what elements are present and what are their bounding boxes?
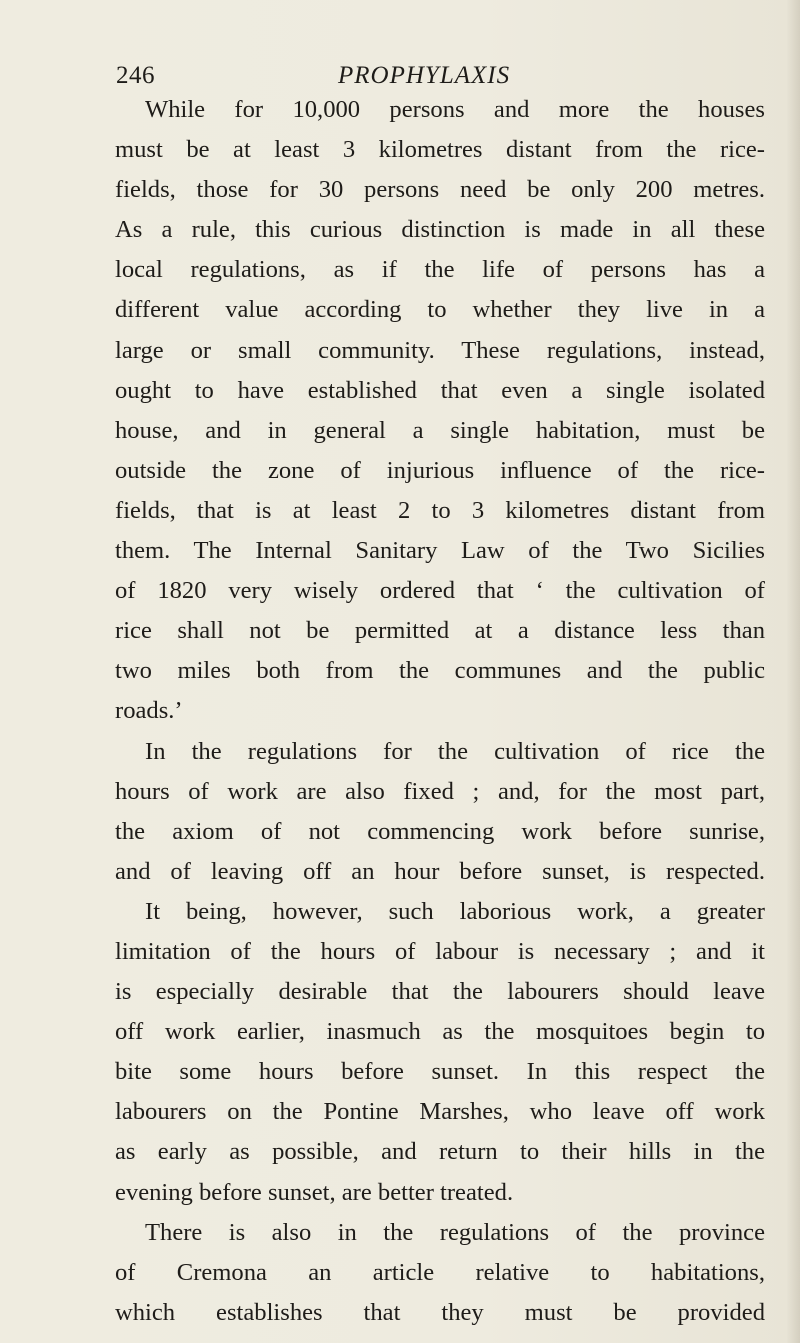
text-line: In the regulations for the cultivation of rice the <box>145 737 765 765</box>
text-line: fields, those for 30 persons need be only 200 metres. <box>115 176 765 204</box>
text-line: While for 10,000 persons and more the houses <box>145 96 765 123</box>
text-line: bite some hours before sunset. In this respect the <box>115 1058 765 1086</box>
text-line: two miles both from the communes and the public <box>115 657 765 685</box>
text-line: hours of work are also fixed ; and, for the most part, <box>115 777 765 805</box>
text-line: rice shall not be permitted at a distance less than <box>115 617 765 645</box>
running-head: PROPHYLAXIS <box>338 62 511 89</box>
text-line: house, and in general a single habitation, must be <box>115 416 765 444</box>
text-line: As a rule, this curious distinction is made in all these <box>115 216 765 244</box>
text-line: local regulations, as if the life of persons has a <box>115 256 765 284</box>
text-line: as early as possible, and return to their hills in the <box>115 1138 765 1166</box>
text-line: labourers on the Pontine Marshes, who leave off work <box>115 1098 765 1126</box>
text-line: off work earlier, inasmuch as the mosquitoes begin to <box>115 1018 765 1046</box>
text-line: the axiom of not commencing work before sunrise, <box>115 817 765 845</box>
text-line: them. The Internal Sanitary Law of the Two Sicilies <box>115 537 765 565</box>
text-line: evening before sunset, are better treated. <box>115 1178 514 1206</box>
page-edge-shadow <box>786 0 800 1343</box>
text-line: and of leaving off an hour before sunset, is respected. <box>115 857 765 885</box>
text-line: It being, however, such laborious work, a greater <box>145 897 765 925</box>
text-line: of Cremona an article relative to habitations, <box>115 1258 765 1286</box>
text-line: roads.’ <box>115 697 183 725</box>
page-number: 246 <box>116 62 155 89</box>
text-line: ought to have established that even a single isolated <box>115 376 765 404</box>
text-line: large or small community. These regulations, instead, <box>115 336 765 364</box>
body-text <box>115 90 765 1333</box>
text-line: is especially desirable that the labourers should leave <box>115 978 765 1006</box>
text-line: limitation of the hours of labour is necessary ; and it <box>115 937 765 965</box>
text-line: different value according to whether they live in a <box>115 296 765 324</box>
text-line: which establishes that they must be provided <box>115 1298 765 1326</box>
text-line: outside the zone of injurious influence of the rice- <box>115 456 765 484</box>
text-line: must be at least 3 kilometres distant from the rice- <box>115 136 765 164</box>
text-line: fields, that is at least 2 to 3 kilometres distant from <box>115 496 765 524</box>
text-line: of 1820 very wisely ordered that ‘ the cultivation of <box>115 577 765 605</box>
text-line: There is also in the regulations of the province <box>145 1218 765 1246</box>
